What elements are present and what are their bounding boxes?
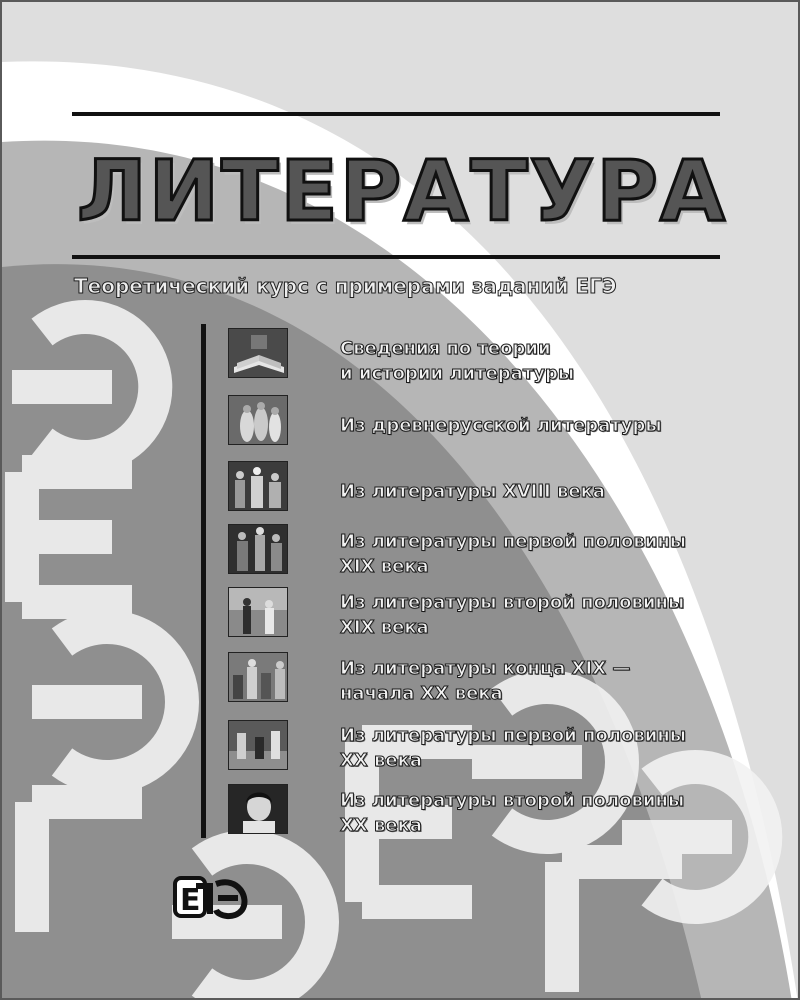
svg-text:Е: Е <box>180 883 201 918</box>
subtitle: Теоретический курс с примерами заданий ЕГЭ <box>74 274 617 298</box>
section-divider-bar <box>201 324 206 838</box>
section-label: Из литературы первой половины XIX века <box>340 531 687 577</box>
section-label: Из литературы конца XIX — начала XX века <box>340 658 631 704</box>
late-19th-century-thumbnail <box>228 587 288 637</box>
section-label: Из литературы первой половины XX века <box>340 725 687 771</box>
section-label: Из древнерусской литературы <box>340 415 662 436</box>
section-label: Из литературы второй половины XX века <box>340 790 685 836</box>
bottom-rule <box>72 255 720 259</box>
eighteenth-century-thumbnail <box>228 461 288 511</box>
early-20th-century-thumbnail <box>228 720 288 770</box>
ancient-russian-thumbnail <box>228 395 288 445</box>
portrait-thumbnail <box>228 784 288 834</box>
ege-logo <box>172 874 252 920</box>
early-19th-century-thumbnail <box>228 524 288 574</box>
open-book-thumbnail <box>228 328 288 378</box>
turn-of-century-thumbnail <box>228 652 288 702</box>
section-label: Сведения по теории и истории литературы <box>340 338 575 384</box>
section-label: Из литературы XVIII века <box>340 481 605 502</box>
book-title: ЛИТЕРАТУРА <box>77 142 727 240</box>
top-rule <box>72 112 720 116</box>
section-label: Из литературы второй половины XIX века <box>340 592 685 638</box>
